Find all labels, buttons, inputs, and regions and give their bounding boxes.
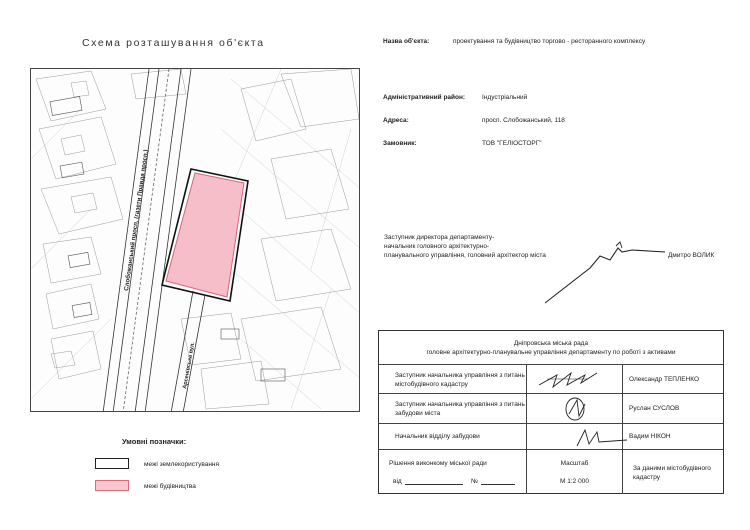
council-name: Дніпровська міська рада [513,340,589,347]
deputy-line-3: планувального управління, головний архітектор міста [384,252,546,259]
position-cell [379,365,527,393]
decision-number-label: № [471,478,478,485]
row-position: Заступник начальника управління з питань забудови міста [395,401,525,417]
deputy-line-1: Заступник директора департаменту- [384,234,495,241]
scale-value: М 1:2 000 [560,478,589,485]
customer-label: Замовник: [383,140,417,147]
approval-table [378,330,724,494]
cadastre-note: За даними містобудівного кадастру [633,465,711,481]
row-position: Начальник відділу забудови [395,433,480,440]
decision-date-line [405,484,463,485]
position-cell [379,394,527,423]
scale-cell [527,450,623,494]
decision-number-line [481,484,515,485]
department-name: головне архітектурно-планувальне управління департаменту по роботі з активами [426,349,676,356]
main-street-label: Слобожанський просп. (газети Правда просп.) [123,149,150,292]
table-row [379,424,723,450]
location-map [30,68,360,412]
name-cell [623,365,725,393]
decision-row [379,450,723,494]
map-buildings [50,97,285,381]
decision-cell [379,450,527,494]
row-name: Руслан СУСЛОВ [629,405,680,412]
table-row [379,365,723,394]
decision-date-label: від [393,478,402,485]
legend-label-construction: межі будівництва [144,483,196,490]
object-label: Назва об'єкта: [383,38,430,45]
signature-suslov [527,394,623,424]
legend-title: Умовні позначки: [122,437,187,446]
map-title: Схема розташування об'єкта [82,37,265,49]
name-cell [623,394,725,423]
decision-label: Рішення виконкому міської ради [389,460,487,467]
table-row [379,394,723,424]
cadastre-cell [623,450,725,494]
legend-swatch-construction [95,480,129,491]
address-label: Адреса: [383,117,409,124]
construction-boundary [166,173,244,297]
deputy-position [384,233,546,260]
deputy-name: Дмитро ВОЛИК [668,252,715,259]
legend-label-land-use: межі землекористування [144,461,220,468]
signature-nikon [527,424,637,450]
signature-cell [527,365,623,393]
map-drawing [31,69,360,412]
object-value: проектування та будівництво торгово - ресторанного комплексу [453,38,646,45]
customer-value: ТОВ "ГЕЛІОСТОРГ" [482,140,542,147]
table-header [379,331,723,365]
row-name: Олександр ТЕПЛЕНКО [629,376,700,383]
district-value: Індустріальний [482,94,528,101]
legend-swatch-land-use [95,458,129,469]
address-value: просп. Слобожанський, 118 [482,117,565,124]
scale-label: Масштаб [560,460,589,467]
position-cell [379,424,527,449]
row-name: Вадим НІКОН [629,433,671,440]
signature-teplenko [527,365,623,393]
deputy-signature [540,238,670,308]
signature-cell [527,394,623,423]
signature-cell [527,424,623,449]
deputy-line-2: начальник головного архітектурно- [384,243,490,250]
row-position: Заступник начальника управління з питань містобудівного кадастру [395,372,525,388]
district-label: Адміністративний район: [383,94,466,101]
side-street-label: Арсенівська вул. [182,341,197,390]
name-cell [623,424,725,449]
